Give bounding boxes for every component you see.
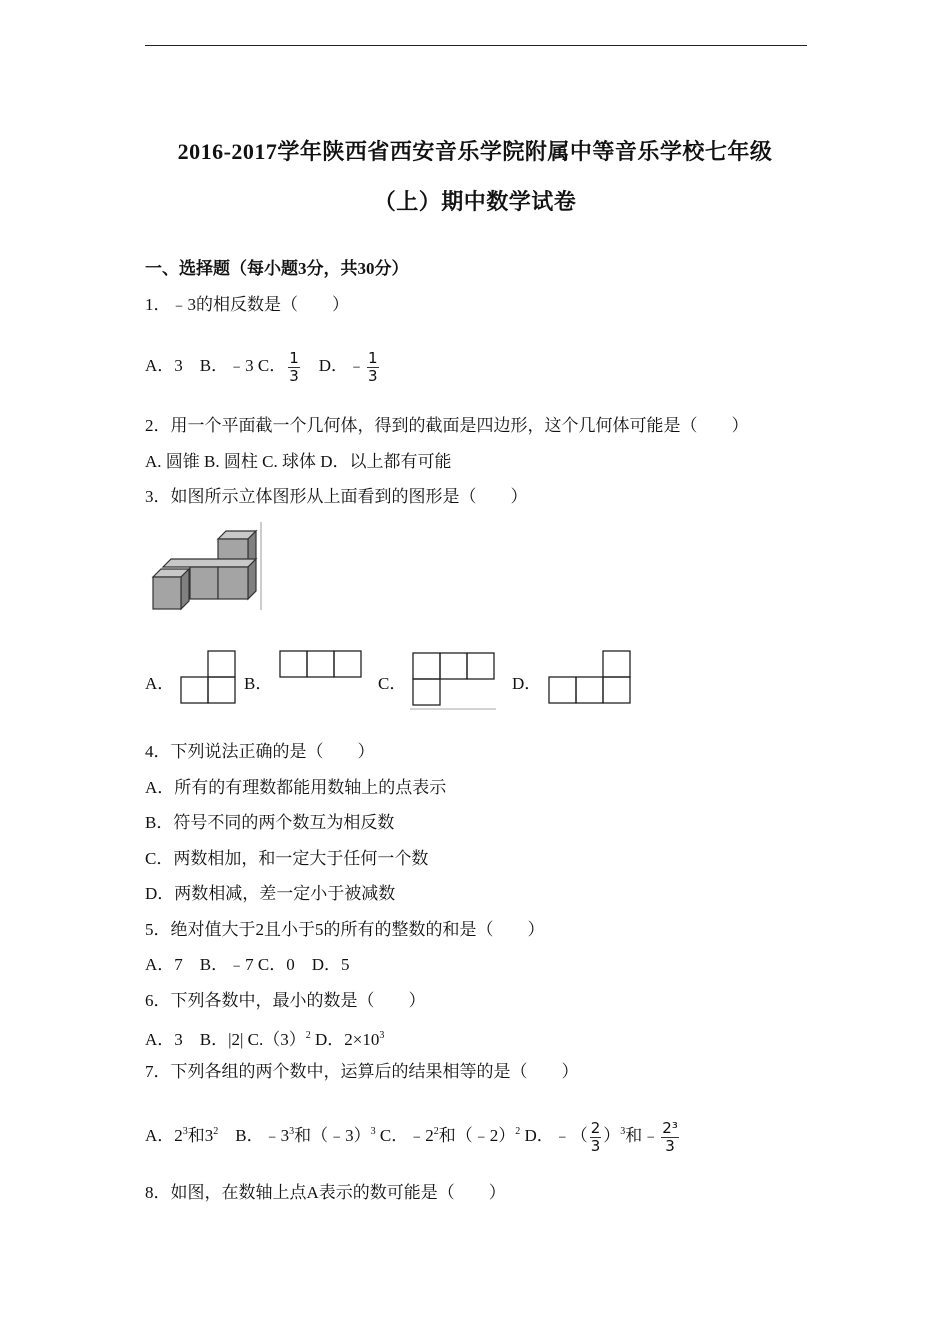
q1-options-ac: A．3 B．﹣3 C． [145,356,287,375]
q3-option-d-label: D． [512,674,542,693]
header-rule [145,45,807,46]
q1-fraction-c: $\frac{1}{3}$ [289,348,299,385]
q6-options-abc: A．3 B．|2| C.（3） [145,1030,306,1049]
q6-option-d: D．2×10 [310,1030,380,1049]
cube-figure [145,520,265,612]
question-3: 3．如图所示立体图形从上面看到的图形是（ ） [145,487,528,506]
q3-option-d-figure [546,650,632,706]
q7-fraction-2: $\frac{\text{2³}}{3}$ [662,1118,678,1155]
question-7-options: A．$2^3$和$3^2$ B．$﹣3^3$和（﹣3）$^3$ C．$﹣2^2$和（﹣2）$^2$ D．﹣（ $\frac{2}{3}$ ）$^3$和﹣ $\frac{\text{2³}}{3}$ [145,1118,678,1155]
question-4: 4．下列说法正确的是（ ） [145,742,375,761]
q4-option-d: D．两数相减，差一定小于被减数 [145,884,396,903]
question-6: 6．下列各数中，最小的数是（ ） [145,991,426,1010]
q3-option-a-figure [178,650,238,706]
q4-option-a: A．所有的有理数都能用数轴上的点表示 [145,778,447,797]
question-6-options [145,1025,384,1051]
question-5-options: A．7 B．﹣7 C．0 D．5 [145,955,350,974]
q3-option-a-label: A． [145,674,175,693]
question-8: 8．如图，在数轴上点A表示的数可能是（ ） [145,1183,506,1202]
q1-option-d: D．﹣ [301,356,366,375]
q3-option-b-label: B． [244,674,273,693]
page-title: 2016-2017学年陕西省西安音乐学院附属中等音乐学校七年级 [177,139,773,164]
question-1-options [145,346,381,386]
q4-option-b: B．符号不同的两个数互为相反数 [145,813,395,832]
question-2: 2．用一个平面截一个几何体，得到的截面是四边形，这个几何体可能是（ ） [145,416,749,435]
question-1: 1．﹣3的相反数是（ ） [145,295,349,314]
q6-exponent-d: 3 [379,1030,385,1041]
q1-fraction-d: $\frac{1}{3}$ [368,348,378,385]
q4-option-c: C．两数相加，和一定大于任何一个数 [145,849,429,868]
q3-option-b-figure [279,650,363,680]
question-2-options: A. 圆锥 B. 圆柱 C. 球体 D．以上都有可能 [145,452,452,471]
question-7: 7．下列各组的两个数中，运算后的结果相等的是（ ） [145,1062,579,1081]
question-5: 5．绝对值大于2且小于5的所有的整数的和是（ ） [145,920,545,939]
q3-option-c-figure [410,650,498,712]
q7-fraction-1: $\frac{2}{3}$ [590,1118,601,1155]
q3-option-c-label: C． [378,674,407,693]
q6-exponent-c: 2 [305,1030,311,1041]
section-heading: 一、选择题（每小题3分，共30分） [145,259,409,278]
page-subtitle: （上）期中数学试卷 [373,189,577,214]
